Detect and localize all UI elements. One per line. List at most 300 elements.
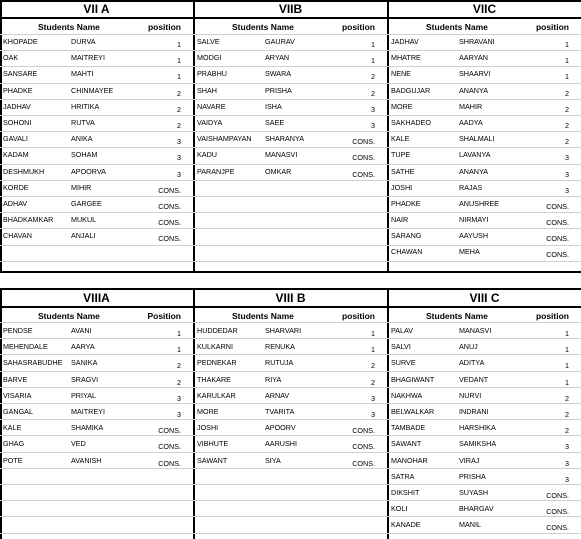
student-position: 1 xyxy=(177,72,181,82)
table-title: VIII C xyxy=(469,291,500,305)
student-position: CONS. xyxy=(158,185,181,195)
student-position: CONS. xyxy=(352,137,375,147)
student-position: 2 xyxy=(371,88,375,98)
student-surname: BELWALKAR xyxy=(391,406,435,416)
table-row xyxy=(0,387,193,403)
table-row xyxy=(388,435,581,451)
student-surname: PALAV xyxy=(391,326,414,335)
student-surname: SOHONI xyxy=(3,117,32,127)
table-row xyxy=(194,163,387,179)
student-position: CONS. xyxy=(352,458,375,468)
table-row xyxy=(388,179,581,195)
student-surname: NENE xyxy=(391,69,411,79)
student-position: CONS. xyxy=(352,442,375,452)
student-first-name: MANIL xyxy=(459,520,481,530)
table-row xyxy=(194,338,387,354)
student-position: 2 xyxy=(177,104,181,114)
student-surname: PRABHU xyxy=(197,69,227,79)
student-first-name: SIYA xyxy=(265,455,281,465)
empty-row xyxy=(194,516,387,532)
cell-border xyxy=(0,500,581,501)
table-row xyxy=(194,98,387,114)
column-header-name: Students Name xyxy=(38,22,100,32)
cell-border xyxy=(0,419,581,420)
empty-row xyxy=(194,227,387,243)
student-position: 2 xyxy=(565,393,569,403)
student-position: 2 xyxy=(177,88,181,98)
table-title: VIII B xyxy=(275,291,306,305)
column-header-name: Students Name xyxy=(426,22,488,32)
table-row xyxy=(194,65,387,81)
student-surname: ADHAV xyxy=(3,198,28,208)
student-position: 1 xyxy=(565,345,569,355)
student-first-name: AARUSHI xyxy=(265,439,297,449)
student-first-name: ANANYA xyxy=(459,85,489,95)
table-row xyxy=(388,211,581,227)
student-surname: KADAM xyxy=(3,150,29,160)
table-header xyxy=(388,18,581,33)
cell-border xyxy=(0,228,581,229)
table-row xyxy=(388,387,581,403)
table-row xyxy=(388,130,581,146)
table-row xyxy=(194,419,387,435)
student-surname: SAWANT xyxy=(391,439,422,449)
student-first-name: SAMIKSHA xyxy=(459,439,497,449)
student-surname: PHADKE xyxy=(3,85,33,95)
student-position: CONS. xyxy=(158,458,181,468)
student-surname: JADHAV xyxy=(391,37,419,46)
table-header xyxy=(388,307,581,322)
table-row xyxy=(388,49,581,65)
student-first-name: MIHIR xyxy=(71,182,92,192)
student-position: CONS. xyxy=(352,153,375,163)
table-row xyxy=(388,114,581,130)
class-table xyxy=(194,0,387,292)
student-position: 3 xyxy=(371,104,375,114)
student-surname: OAK xyxy=(3,53,19,63)
student-surname: BARVE xyxy=(3,374,28,384)
table-rule xyxy=(0,306,581,308)
table-divider xyxy=(193,0,195,272)
class-table xyxy=(194,289,387,532)
student-first-name: RIYA xyxy=(265,374,282,384)
student-first-name: SHAMIKA xyxy=(71,423,104,433)
empty-row xyxy=(0,260,193,276)
table-rule xyxy=(0,17,581,19)
empty-row xyxy=(194,243,387,259)
student-first-name: MAITREYI xyxy=(71,53,105,63)
empty-row xyxy=(0,516,193,532)
student-surname: SATRA xyxy=(391,471,415,481)
student-surname: BADGUJAR xyxy=(391,85,431,95)
student-position: 1 xyxy=(371,56,375,66)
student-surname: NAKHWA xyxy=(391,390,423,400)
cell-border xyxy=(0,452,581,453)
table-divider xyxy=(387,0,389,272)
table-row xyxy=(388,322,581,338)
cell-border xyxy=(0,484,581,485)
student-surname: MANOHAR xyxy=(391,455,428,465)
cell-border xyxy=(0,115,581,116)
student-first-name: AVANI xyxy=(71,326,92,335)
student-surname: PHADKE xyxy=(391,198,421,208)
student-surname: SANSARE xyxy=(3,69,38,79)
table-row xyxy=(0,338,193,354)
table-row xyxy=(388,33,581,49)
student-position: 1 xyxy=(565,329,569,338)
student-first-name: ADITYA xyxy=(459,358,485,368)
student-first-name: RUTUJA xyxy=(265,358,294,368)
student-position: CONS. xyxy=(546,250,569,260)
table-row xyxy=(0,33,193,49)
student-position: 1 xyxy=(177,345,181,355)
student-position: 3 xyxy=(371,393,375,403)
student-first-name: RUTVA xyxy=(71,117,95,127)
student-position: 1 xyxy=(371,329,375,338)
table-row xyxy=(0,163,193,179)
table-row xyxy=(194,435,387,451)
student-position: CONS. xyxy=(546,201,569,211)
student-first-name: GARGEE xyxy=(71,198,102,208)
cell-border xyxy=(0,516,581,517)
student-surname: JOSHI xyxy=(391,182,413,192)
student-first-name: HARSHIKA xyxy=(459,423,496,433)
student-first-name: MEHA xyxy=(459,247,480,257)
student-surname: DIKSHIT xyxy=(391,487,420,497)
table-row xyxy=(0,98,193,114)
student-position: 3 xyxy=(177,169,181,179)
student-surname: KOLI xyxy=(391,504,408,514)
student-first-name: MANASVI xyxy=(459,326,492,335)
student-surname: CHAWAN xyxy=(391,247,423,257)
student-first-name: MUKUL xyxy=(71,215,97,225)
student-position: CONS. xyxy=(158,218,181,228)
cell-border xyxy=(0,196,581,197)
student-surname: VAISHAMPAYAN xyxy=(197,134,252,144)
student-first-name: SANIKA xyxy=(71,358,98,368)
table-row xyxy=(0,419,193,435)
table-row xyxy=(0,82,193,98)
empty-row xyxy=(194,195,387,211)
table-divider xyxy=(0,289,2,539)
student-first-name: ANJALI xyxy=(71,231,96,241)
table-rule xyxy=(0,288,581,290)
table-row xyxy=(388,371,581,387)
cell-border xyxy=(0,261,581,262)
student-first-name: TVARITA xyxy=(265,406,295,416)
cell-border xyxy=(0,83,581,84)
table-row xyxy=(0,195,193,211)
column-header-position: Position xyxy=(147,311,181,321)
class-table xyxy=(388,289,581,532)
student-surname: KALE xyxy=(391,134,410,144)
student-surname: MORE xyxy=(391,101,413,111)
table-title: VIIIA xyxy=(83,291,110,305)
student-position: 2 xyxy=(565,409,569,419)
table-row xyxy=(0,452,193,468)
cell-border xyxy=(0,435,581,436)
student-position: 3 xyxy=(177,393,181,403)
table-row xyxy=(0,371,193,387)
table-row xyxy=(194,452,387,468)
student-first-name: ARNAV xyxy=(265,390,290,400)
student-surname: BHAGIWANT xyxy=(391,374,435,384)
student-position: 2 xyxy=(177,377,181,387)
column-header-position: position xyxy=(147,22,181,32)
student-position: 1 xyxy=(565,361,569,371)
student-surname: CHAVAN xyxy=(3,231,32,241)
student-first-name: ANIKA xyxy=(71,134,93,144)
student-position: 1 xyxy=(565,377,569,387)
student-position: 2 xyxy=(371,361,375,371)
empty-row xyxy=(194,211,387,227)
table-row xyxy=(0,322,193,338)
student-position: 3 xyxy=(565,169,569,179)
student-first-name: SOHAM xyxy=(71,150,98,160)
student-first-name: AAYUSH xyxy=(459,231,489,241)
table-row xyxy=(0,65,193,81)
table-row xyxy=(194,82,387,98)
table-row xyxy=(388,419,581,435)
student-position: 2 xyxy=(565,137,569,147)
table-row xyxy=(388,195,581,211)
student-first-name: MANASVI xyxy=(265,150,298,160)
table-row xyxy=(194,146,387,162)
empty-row xyxy=(388,260,581,276)
student-surname: TUPE xyxy=(391,150,411,160)
student-surname: JADHAV xyxy=(3,101,31,111)
student-position: CONS. xyxy=(546,507,569,517)
table-divider xyxy=(0,0,2,272)
student-first-name: AARYAN xyxy=(459,53,488,63)
table-row xyxy=(194,371,387,387)
student-surname: KANADE xyxy=(391,520,421,530)
student-first-name: CHINMAYEE xyxy=(71,85,114,95)
student-position: 1 xyxy=(565,40,569,49)
table-row xyxy=(0,49,193,65)
student-first-name: SHARVARI xyxy=(265,326,302,335)
student-position: 3 xyxy=(565,442,569,452)
table-row xyxy=(194,403,387,419)
table-header xyxy=(0,307,193,322)
student-position: CONS. xyxy=(352,169,375,179)
student-surname: MEHENDALE xyxy=(3,342,48,352)
empty-row xyxy=(0,243,193,259)
student-surname: NAIR xyxy=(391,215,409,225)
table-row xyxy=(0,403,193,419)
student-position: 1 xyxy=(177,40,181,49)
empty-row xyxy=(194,468,387,484)
cell-border xyxy=(0,147,581,148)
student-first-name: OMKAR xyxy=(265,166,292,176)
table-row xyxy=(0,227,193,243)
student-surname: SARANG xyxy=(391,231,422,241)
table-row xyxy=(194,33,387,49)
student-surname: GHAG xyxy=(3,439,25,449)
student-first-name: PRISHA xyxy=(459,471,486,481)
student-position: CONS. xyxy=(158,201,181,211)
student-position: CONS. xyxy=(158,234,181,244)
student-surname: PARANJPE xyxy=(197,166,235,176)
student-position: 3 xyxy=(565,474,569,484)
cell-border xyxy=(0,66,581,67)
student-position: CONS. xyxy=(158,442,181,452)
student-position: 1 xyxy=(371,40,375,49)
student-surname: KARULKAR xyxy=(197,390,236,400)
student-first-name: APOORVA xyxy=(71,166,106,176)
student-surname: KORDE xyxy=(3,182,29,192)
student-first-name: VIRAJ xyxy=(459,455,480,465)
student-position: 1 xyxy=(177,329,181,338)
student-position: 2 xyxy=(565,104,569,114)
empty-row xyxy=(194,179,387,195)
student-position: 2 xyxy=(565,426,569,436)
class-table xyxy=(388,0,581,292)
student-position: 2 xyxy=(371,377,375,387)
empty-row xyxy=(194,260,387,276)
table-row xyxy=(388,163,581,179)
table-row xyxy=(194,322,387,338)
student-position: 2 xyxy=(565,88,569,98)
student-first-name: MAITREYI xyxy=(71,406,105,416)
student-position: CONS. xyxy=(158,426,181,436)
student-position: CONS. xyxy=(546,218,569,228)
cell-border xyxy=(0,533,581,534)
student-first-name: RENUKA xyxy=(265,342,295,352)
student-surname: NAVARE xyxy=(197,101,226,111)
student-first-name: SWARA xyxy=(265,69,292,79)
table-row xyxy=(388,516,581,532)
table-row xyxy=(388,227,581,243)
class-table xyxy=(0,0,193,292)
student-surname: VAIDYA xyxy=(197,117,223,127)
student-surname: PEDNEKAR xyxy=(197,358,237,368)
student-position: 2 xyxy=(177,120,181,130)
student-surname: SALVE xyxy=(197,37,220,46)
student-surname: MODGI xyxy=(197,53,222,63)
student-first-name: MAHIR xyxy=(459,101,483,111)
student-surname: HUDDEDAR xyxy=(197,326,238,335)
table-rule xyxy=(0,271,581,273)
cell-border xyxy=(0,468,581,469)
cell-border xyxy=(0,99,581,100)
student-first-name: ANANYA xyxy=(459,166,489,176)
column-header-name: Students Name xyxy=(232,311,294,321)
table-row xyxy=(388,354,581,370)
student-position: 1 xyxy=(565,56,569,66)
student-surname: TAMBADE xyxy=(391,423,426,433)
student-position: 1 xyxy=(177,56,181,66)
student-surname: POTE xyxy=(3,455,23,465)
table-row xyxy=(388,500,581,516)
table-row xyxy=(388,338,581,354)
student-first-name: APOORV xyxy=(265,423,296,433)
column-header-position: position xyxy=(341,22,375,32)
student-surname: SAKHADEO xyxy=(391,117,431,127)
student-position: 3 xyxy=(371,120,375,130)
student-position: 1 xyxy=(371,345,375,355)
table-row xyxy=(194,387,387,403)
table-row xyxy=(194,354,387,370)
table-row xyxy=(194,130,387,146)
cell-border xyxy=(0,403,581,404)
cell-border xyxy=(0,387,581,388)
student-first-name: RAJAS xyxy=(459,182,483,192)
student-first-name: HRITIKA xyxy=(71,101,100,111)
column-header-name: Students Name xyxy=(426,311,488,321)
student-position: 3 xyxy=(565,185,569,195)
cell-border xyxy=(0,322,581,323)
cell-border xyxy=(0,180,581,181)
cell-border xyxy=(0,354,581,355)
column-header-name: Students Name xyxy=(232,22,294,32)
column-header-name: Students Name xyxy=(38,311,100,321)
student-first-name: ANUJ xyxy=(459,342,478,352)
student-surname: BHADKAMKAR xyxy=(3,215,54,225)
empty-row xyxy=(0,500,193,516)
cell-border xyxy=(0,245,581,246)
column-header-position: position xyxy=(341,311,375,321)
student-position: 2 xyxy=(371,72,375,82)
student-first-name: SRAGVI xyxy=(71,374,99,384)
student-position: 3 xyxy=(177,137,181,147)
student-first-name: LAVANYA xyxy=(459,150,491,160)
student-first-name: AARYA xyxy=(71,342,95,352)
student-position: CONS. xyxy=(546,490,569,500)
student-position: 3 xyxy=(177,409,181,419)
student-first-name: ANUSHREE xyxy=(459,198,499,208)
column-header-position: position xyxy=(535,22,569,32)
student-first-name: VED xyxy=(71,439,86,449)
student-surname: GAVALI xyxy=(3,134,28,144)
table-row xyxy=(388,484,581,500)
student-position: 1 xyxy=(565,72,569,82)
cell-border xyxy=(0,164,581,165)
table-row xyxy=(0,130,193,146)
table-row xyxy=(194,49,387,65)
table-header xyxy=(0,18,193,33)
table-row xyxy=(388,65,581,81)
table-divider xyxy=(193,289,195,539)
table-row xyxy=(194,114,387,130)
table-row xyxy=(388,98,581,114)
table-row xyxy=(0,179,193,195)
table-divider xyxy=(387,289,389,539)
student-position: 3 xyxy=(177,153,181,163)
table-row xyxy=(0,354,193,370)
table-row xyxy=(0,435,193,451)
table-row xyxy=(388,243,581,259)
student-surname: MORE xyxy=(197,406,219,416)
table-row xyxy=(388,468,581,484)
student-first-name: SHALMALI xyxy=(459,134,495,144)
student-position: CONS. xyxy=(546,234,569,244)
empty-row xyxy=(194,484,387,500)
empty-row xyxy=(0,484,193,500)
cell-border xyxy=(0,34,581,35)
student-first-name: SHAARVI xyxy=(459,69,491,79)
student-surname: SAHASRABUDHE xyxy=(3,358,63,368)
column-header-position: position xyxy=(535,311,569,321)
table-row xyxy=(388,82,581,98)
student-first-name: ISHA xyxy=(265,101,282,111)
class-table xyxy=(0,289,193,532)
cell-border xyxy=(0,338,581,339)
student-first-name: SHRAVANI xyxy=(459,37,495,46)
student-surname: GANGAL xyxy=(3,406,33,416)
table-title: VIIC xyxy=(472,2,497,16)
student-first-name: MAHTI xyxy=(71,69,94,79)
